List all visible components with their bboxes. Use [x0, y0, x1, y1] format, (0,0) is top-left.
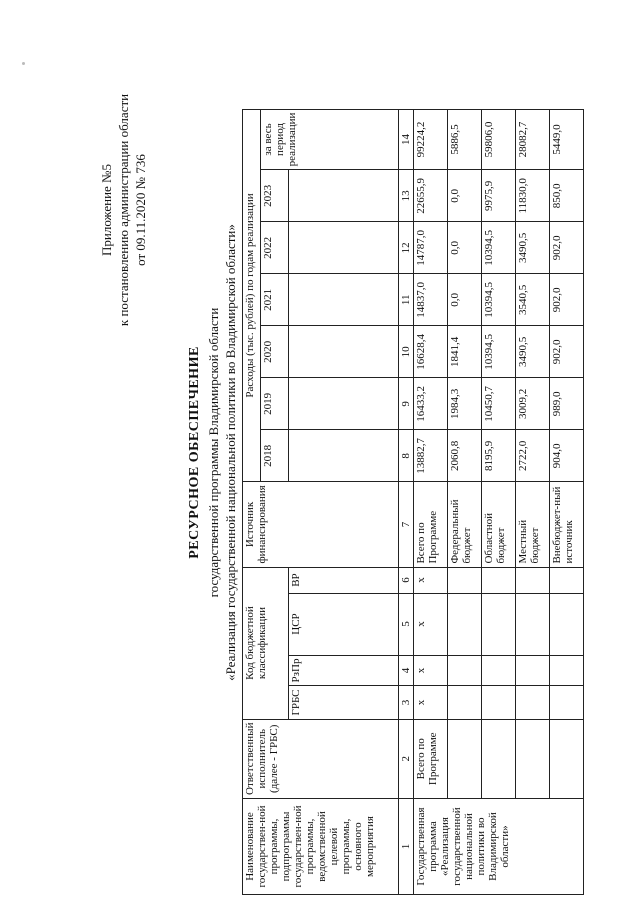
header-csr: ЦСР	[289, 593, 399, 655]
table-row	[414, 109, 448, 894]
header-year: 2023	[261, 170, 289, 222]
table-row	[448, 109, 482, 894]
empty-cell	[482, 567, 516, 593]
header-expenses-group: Расходы (тыс. рублей) по годам реализации	[243, 109, 261, 482]
empty-cell	[448, 686, 482, 719]
value-cell: 989,0	[550, 378, 584, 430]
table-row	[482, 109, 516, 894]
source-cell: Местный бюджет	[516, 482, 550, 567]
appendix-block	[98, 20, 149, 400]
column-number: 11	[399, 274, 414, 326]
value-cell: 0,0	[448, 170, 482, 222]
empty-cell	[516, 686, 550, 719]
source-cell: Всего по Программе	[414, 482, 448, 567]
empty-cell	[448, 567, 482, 593]
header-year-blank	[289, 222, 399, 274]
value-cell: 22655,9	[414, 170, 448, 222]
csr-cell: х	[414, 593, 448, 655]
column-number: 7	[399, 482, 414, 567]
value-cell: 2722,0	[516, 430, 550, 482]
header-year-blank	[289, 430, 399, 482]
table-row	[550, 109, 584, 894]
column-number: 6	[399, 567, 414, 593]
value-cell: 10450,7	[482, 378, 516, 430]
header-year: 2018	[261, 430, 289, 482]
value-cell: 850,0	[550, 170, 584, 222]
empty-cell	[516, 719, 550, 798]
value-cell: 5449,0	[550, 109, 584, 170]
grbs-cell: х	[414, 686, 448, 719]
header-grbs: ГРБС	[289, 686, 399, 719]
program-title: «Реализация государственной национальной политики во Владимирской области»	[223, 224, 238, 681]
empty-cell	[482, 686, 516, 719]
value-cell: 28082,7	[516, 109, 550, 170]
empty-cell	[516, 567, 550, 593]
header-year-blank	[289, 274, 399, 326]
column-number: 9	[399, 378, 414, 430]
value-cell: 2060,8	[448, 430, 482, 482]
empty-cell	[550, 567, 584, 593]
column-number: 14	[399, 109, 414, 170]
value-cell: 99224,2	[414, 109, 448, 170]
value-cell: 59806,0	[482, 109, 516, 170]
empty-cell	[482, 719, 516, 798]
resource-table	[242, 109, 584, 895]
header-rzpr: РзПр	[289, 655, 399, 686]
vr-cell: х	[414, 567, 448, 593]
value-cell: 3540,5	[516, 274, 550, 326]
value-cell: 9975,9	[482, 170, 516, 222]
header-executor: Ответственный исполнитель (далее - ГРБС)	[243, 719, 399, 798]
column-number: 8	[399, 430, 414, 482]
header-year: 2021	[261, 274, 289, 326]
column-number: 2	[399, 719, 414, 798]
empty-cell	[550, 593, 584, 655]
header-vr: ВР	[289, 567, 399, 593]
header-year: 2022	[261, 222, 289, 274]
value-cell: 902,0	[550, 274, 584, 326]
source-cell: Областной бюджет	[482, 482, 516, 567]
column-number: 10	[399, 326, 414, 378]
value-cell: 16433,2	[414, 378, 448, 430]
source-cell: Внебюджет-ный источник	[550, 482, 584, 567]
value-cell: 13882,7	[414, 430, 448, 482]
value-cell: 0,0	[448, 222, 482, 274]
empty-cell	[516, 593, 550, 655]
value-cell: 10394,5	[482, 274, 516, 326]
appendix-title: Приложение №5	[99, 164, 114, 256]
header-code-group: Код бюджетной классификации	[243, 567, 289, 719]
header-source: Источник финансирования	[243, 482, 399, 567]
value-cell: 14787,0	[414, 222, 448, 274]
value-cell: 3490,5	[516, 222, 550, 274]
value-cell: 5886,5	[448, 109, 482, 170]
document-subtitle: государственной программы Владимирской области	[206, 307, 221, 598]
source-cell: Федеральный бюджет	[448, 482, 482, 567]
value-cell: 11830,0	[516, 170, 550, 222]
value-cell: 3009,2	[516, 378, 550, 430]
empty-cell	[550, 719, 584, 798]
header-year-blank	[289, 378, 399, 430]
empty-cell	[448, 719, 482, 798]
program-name-cell: Государственная программа «Реализация государственной национальной политики во Владимирской области»	[414, 799, 584, 895]
column-number: 3	[399, 686, 414, 719]
header-year-blank	[289, 326, 399, 378]
rzpr-cell: х	[414, 655, 448, 686]
executor-cell: Всего по Программе	[414, 719, 448, 798]
value-cell: 16628,4	[414, 326, 448, 378]
header-year-blank	[289, 170, 399, 222]
value-cell: 14837,0	[414, 274, 448, 326]
value-cell: 902,0	[550, 326, 584, 378]
column-number: 4	[399, 655, 414, 686]
value-cell: 10394,5	[482, 326, 516, 378]
document-heading	[186, 0, 239, 905]
value-cell: 3490,5	[516, 326, 550, 378]
empty-cell	[516, 655, 550, 686]
header-total-period: за весь период реализации	[261, 109, 399, 170]
appendix-date-number: от 09.11.2020 № 736	[133, 154, 148, 266]
column-number: 12	[399, 222, 414, 274]
header-year: 2020	[261, 326, 289, 378]
value-cell: 1841,4	[448, 326, 482, 378]
value-cell: 904,0	[550, 430, 584, 482]
table-row	[516, 109, 550, 894]
empty-cell	[482, 655, 516, 686]
value-cell: 0,0	[448, 274, 482, 326]
value-cell: 10394,5	[482, 222, 516, 274]
header-row-1	[243, 109, 261, 894]
header-year: 2019	[261, 378, 289, 430]
scan-speck	[22, 62, 25, 65]
empty-cell	[448, 655, 482, 686]
value-cell: 8195,9	[482, 430, 516, 482]
column-number: 5	[399, 593, 414, 655]
appendix-reference: к постановлению администрации области	[116, 93, 131, 327]
value-cell: 1984,3	[448, 378, 482, 430]
empty-cell	[550, 686, 584, 719]
header-name: Наименование государствен-ной программы, подпрограммы государствен-ной программы, ведомственной целевой программы, основного мероприятия	[243, 799, 399, 895]
column-number: 1	[399, 799, 414, 895]
column-number: 13	[399, 170, 414, 222]
empty-cell	[448, 593, 482, 655]
value-cell: 902,0	[550, 222, 584, 274]
document-title: РЕСУРСНОЕ ОБЕСПЕЧЕНИЕ	[187, 346, 202, 559]
column-number-row	[399, 109, 414, 894]
empty-cell	[482, 593, 516, 655]
empty-cell	[550, 655, 584, 686]
